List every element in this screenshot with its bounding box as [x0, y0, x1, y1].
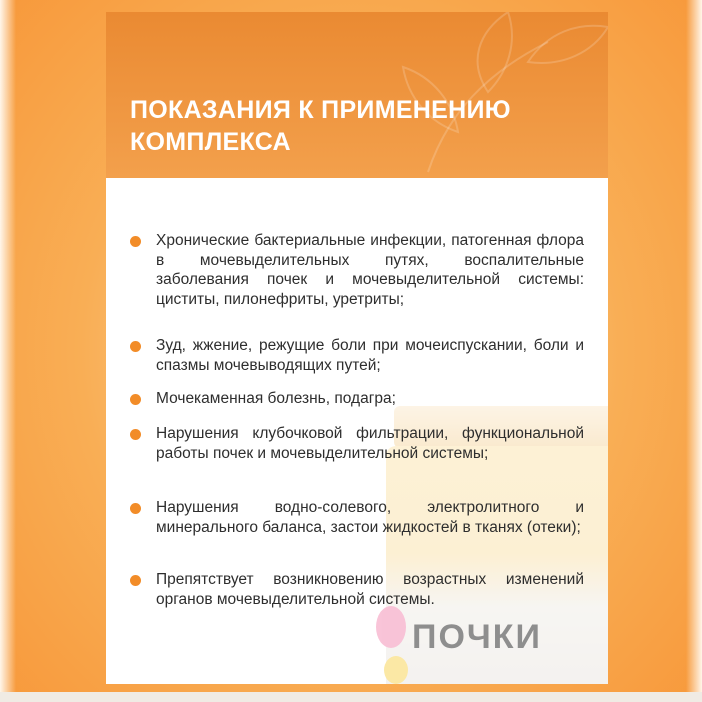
list-item-text: Хронические бактериальные инфекции, патогенная флора в мочевыделительных путях, воспалительные заболевания почек и мочевыделительной системы: циститы, пилонефриты, уретриты; [156, 232, 584, 308]
list-item [130, 570, 584, 609]
bullet-icon [130, 503, 141, 514]
bullet-icon [130, 341, 141, 352]
bullet-icon [130, 236, 141, 247]
product-brand: ПОЧКИ [412, 618, 542, 656]
bullet-icon [130, 394, 141, 405]
bladder-graphic [384, 656, 408, 684]
kidney-graphic [376, 606, 406, 648]
list-item [130, 336, 584, 375]
bullet-icon [130, 575, 141, 586]
list-item-text: Нарушения водно-солевого, электролитного и минерального баланса, застои жидкостей в тканях (отеки); [156, 499, 584, 536]
card-header [106, 12, 608, 178]
list-item-text: Мочекаменная болезнь, подагра; [156, 390, 396, 407]
list-item-text: Препятствует возникновению возрастных изменений органов мочевыделительной системы. [156, 571, 584, 608]
card-body [106, 178, 608, 684]
list-item [130, 389, 580, 409]
bullet-icon [130, 429, 141, 440]
info-card [106, 12, 608, 684]
list-item-text: Зуд, жжение, режущие боли при мочеиспускании, боли и спазмы мочевыводящих путей; [156, 337, 584, 374]
list-item [130, 231, 584, 309]
bottom-strip [0, 692, 702, 702]
page-title: ПОКАЗАНИЯ К ПРИМЕНЕНИЮ КОМПЛЕКСА [130, 96, 511, 156]
list-item [130, 424, 584, 463]
list-item [130, 498, 584, 537]
list-item-text: Нарушения клубочковой фильтрации, функциональной работы почек и мочевыделительной системы; [156, 425, 584, 462]
